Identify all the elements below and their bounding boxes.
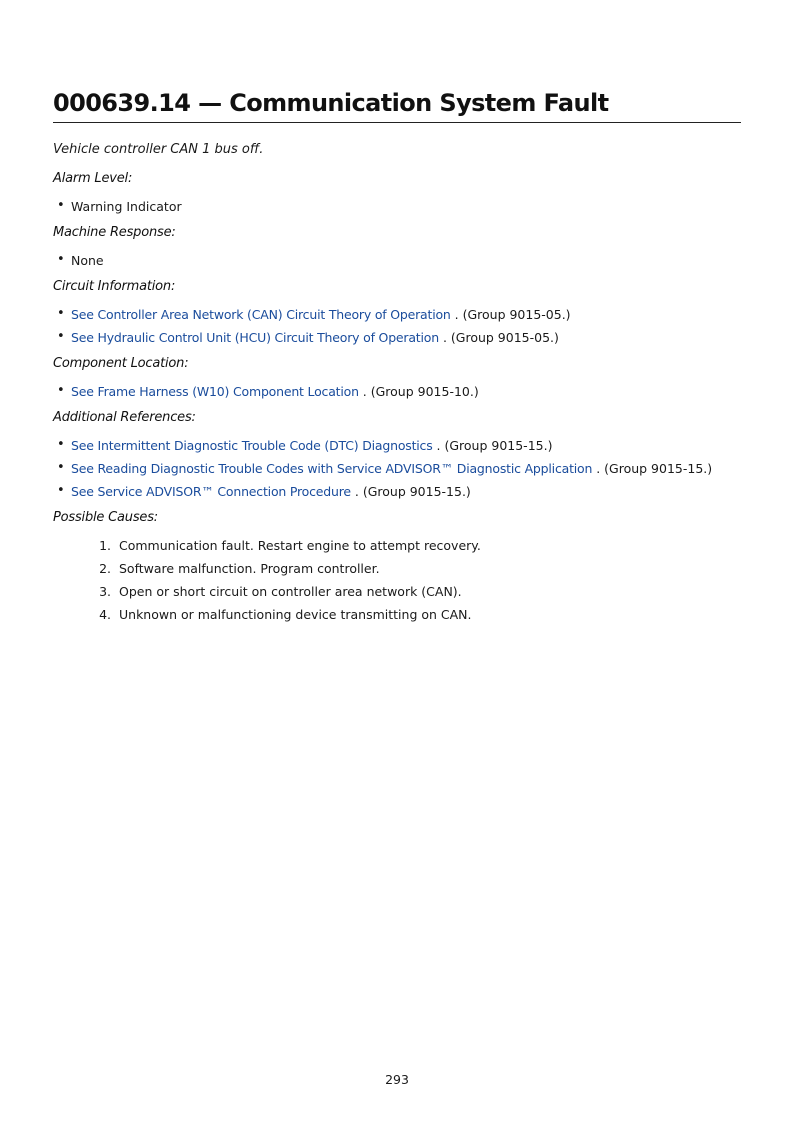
additional-references-list — [53, 434, 741, 503]
list-item — [53, 434, 741, 457]
group-reference: . (Group 9015-15.) — [350, 484, 471, 499]
list-item — [53, 457, 741, 480]
component-location-label: Component Location: — [53, 356, 189, 371]
group-reference: . (Group 9015-15.) — [432, 438, 553, 453]
cause-text: Communication fault. Restart engine to attempt recovery. — [119, 538, 481, 553]
document-page — [53, 86, 741, 626]
item-number: 1. — [99, 538, 111, 553]
list-item — [53, 480, 741, 503]
page-title: 000639.14 — Communication System Fault — [53, 86, 741, 123]
alarm-level-section — [53, 170, 741, 218]
group-reference: . (Group 9015-15.) — [592, 461, 713, 476]
item-number: 4. — [99, 607, 111, 622]
fault-description: Vehicle controller CAN 1 bus off. — [53, 142, 264, 157]
cause-text: Software malfunction. Program controller. — [119, 561, 380, 576]
cause-text: Open or short circuit on controller area network (CAN). — [119, 584, 462, 599]
list-item — [53, 303, 741, 326]
alarm-level-list — [53, 195, 741, 218]
list-item — [53, 580, 741, 603]
alarm-level-label: Alarm Level: — [53, 171, 133, 186]
page-number: 293 — [385, 1072, 409, 1087]
possible-causes-label: Possible Causes: — [53, 510, 158, 525]
frame-harness-link[interactable]: See Frame Harness (W10) Component Location — [71, 384, 359, 399]
cause-text: Unknown or malfunctioning device transmitting on CAN. — [119, 607, 472, 622]
group-reference: . (Group 9015-05.) — [438, 330, 559, 345]
component-location-section — [53, 355, 741, 403]
reading-dtc-link[interactable]: See Reading Diagnostic Trouble Codes with Service ADVISOR™ Diagnostic Application — [71, 461, 593, 476]
list-item — [53, 534, 741, 557]
can-theory-link[interactable]: See Controller Area Network (CAN) Circuit Theory of Operation — [71, 307, 451, 322]
circuit-information-section — [53, 278, 741, 349]
component-location-list — [53, 380, 741, 403]
list-item: • None — [53, 249, 741, 272]
service-advisor-connection-link[interactable]: See Service ADVISOR™ Connection Procedure — [71, 484, 351, 499]
machine-response-list — [53, 249, 741, 272]
circuit-information-list — [53, 303, 741, 349]
circuit-information-label: Circuit Information: — [53, 279, 176, 294]
intermittent-dtc-link[interactable]: See Intermittent Diagnostic Trouble Code (DTC) Diagnostics — [71, 438, 433, 453]
group-reference: . (Group 9015-05.) — [450, 307, 571, 322]
additional-references-section — [53, 409, 741, 503]
group-reference: . (Group 9015-10.) — [358, 384, 479, 399]
list-item — [53, 326, 741, 349]
additional-references-label: Additional References: — [53, 410, 196, 425]
machine-response-label: Machine Response: — [53, 225, 176, 240]
list-item — [53, 557, 741, 580]
possible-causes-list — [53, 534, 741, 626]
machine-response-section — [53, 224, 741, 272]
possible-causes-section — [53, 509, 741, 626]
hcu-theory-link[interactable]: See Hydraulic Control Unit (HCU) Circuit Theory of Operation — [71, 330, 439, 345]
item-number: 2. — [99, 561, 111, 576]
list-item — [53, 603, 741, 626]
item-number: 3. — [99, 584, 111, 599]
list-item — [53, 380, 741, 403]
list-item: • Warning Indicator — [53, 195, 741, 218]
